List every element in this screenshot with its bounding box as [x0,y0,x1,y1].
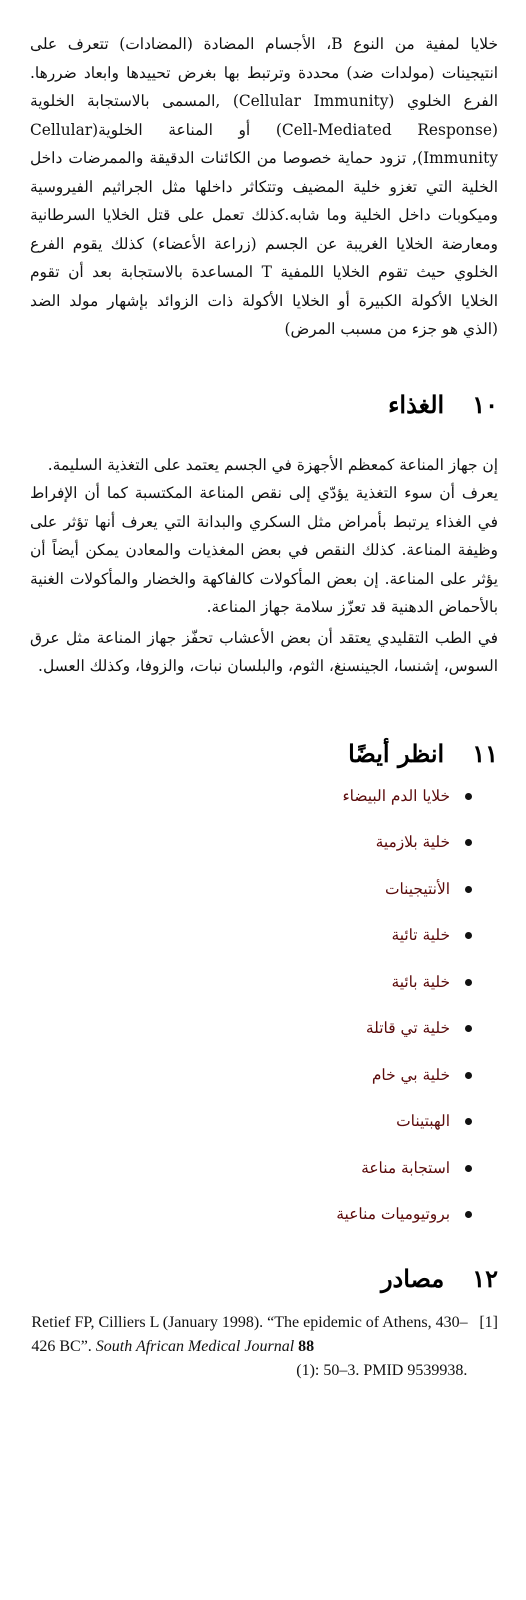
food-paragraph: إن جهاز المناعة كمعظم الأجهزة في الجسم يعتمد على التغذية السليمة. [47,455,498,474]
bullet-icon [465,1072,472,1079]
list-item [30,1204,472,1224]
reference-authors: Retief FP, Cilliers L (January 1998). [31,1314,268,1331]
reference-citation [31,1311,471,1383]
see-also-link[interactable]: الأنتيجينات [384,879,450,898]
see-also-link[interactable]: استجابة مناعة [361,1158,450,1177]
reference-title[interactable]: “The epidemic of Athens, 430–426 BC”. [31,1314,468,1355]
bullet-icon [465,1211,472,1218]
list-item [30,972,472,992]
list-item [30,832,472,852]
section-heading-references [30,1264,498,1293]
see-also-link[interactable]: خلية بائية [391,972,450,991]
see-also-link[interactable]: بروتيوميات مناعية [336,1205,450,1223]
intro-paragraph: خلايا لمفية من النوع B، الأجسام المضادة (المضادات) تتعرف على انتيجينات (مولدات ضد) محددة وترتبط بها بغرض تحييدها وابعاد ضررها. الفرع الخلوي (Cellular Immunity) ,المسمى بالاستجابة الخلوية (Cell-Mediated Response) أو المناعة الخلوية(Cellular Immunity), تزود حماية خصوصا من الكائنات الدقيقة والممرضات داخل الخلية التي تغزو خلية المضيف وتتكاثر داخلها مثل الجراثيم الفيروسية وميكوبات داخل الخلية وما شابه.كذلك تعمل على قتل الخلايا السرطانية ومعارضة الخلايا الغريبة عن الجسم (زراعة الأعضاء) كذلك يقوم الفرع الخلوي حيث تقوم الخلايا اللمفية T المساعدة بالاستجابة بعد أن تقوم الخلايا الأكولة الكبيرة أو الخلايا الأكولة ذات الزوائد بإشهار مولد الضد (الذي هو جزء من مسبب المرض) [30,35,498,338]
reference-item [30,1311,498,1383]
list-item [30,879,472,899]
reference-number[interactable]: [1] [479,1314,498,1331]
list-item [30,925,472,945]
see-also-link[interactable]: خلايا الدم البيضاء [342,786,450,805]
food-paragraph: في الطب التقليدي يعتقد أن بعض الأعشاب تحفّز جهاز المناعة مثل عرق السوس، إشنسا، الجينسنغ، الثوم، والبلسان نبات، والزوفا، وكذلك العسل. [30,628,498,675]
reference-volume: 88 [298,1338,315,1355]
see-also-link[interactable]: خلية تائية [391,926,450,944]
reference-journal: South African Medical Journal [95,1338,295,1355]
section-number: ١٢ [472,1264,498,1293]
list-item [30,1065,472,1085]
see-also-list [30,786,498,1225]
see-also-link[interactable]: الهبتينات [396,1112,450,1130]
bullet-icon [465,1118,472,1125]
section-title: مصادر [380,1264,445,1293]
food-paragraph: يعرف أن سوء التغذية يؤدّي إلى نقص المناعة المكتسبة كما أن الإفراط في الغذاء يرتبط بأمراض مثل السكري والبدانة التي يعرف أنها تؤثر على وظيفة المناعة. كذلك النقص في بعض المغذيات والمعادن يمكن أيضاً أن يؤثر على المناعة. إن بعض المأكولات كالفاكهة والخضار والمأكولات الغنية بالأحماض الدهنية قد تعزّز سلامة جهاز المناعة. [30,484,498,616]
list-item [30,786,472,806]
see-also-link[interactable]: خلية تي قاتلة [365,1019,450,1037]
list-item [30,1158,472,1178]
section-number: ١١ [472,738,498,768]
bullet-icon [465,1165,472,1172]
bullet-icon [465,979,472,986]
list-item [30,1018,472,1038]
section-heading-food [30,390,498,419]
bullet-icon [465,839,472,846]
list-item [30,1111,472,1131]
section-title: الغذاء [388,389,445,419]
see-also-link[interactable]: خلية بي خام [371,1065,450,1084]
section-title: انظر أيضًا [348,738,445,768]
bullet-icon [465,793,472,800]
bullet-icon [465,1025,472,1032]
bullet-icon [465,932,472,939]
reference-tail: (1): 50–3. PMID 9539938. [296,1362,468,1379]
see-also-link[interactable]: خلية بلازمية [375,833,450,851]
section-number: ١٠ [472,389,498,419]
section-heading-see-also [30,739,498,768]
bullet-icon [465,886,472,893]
